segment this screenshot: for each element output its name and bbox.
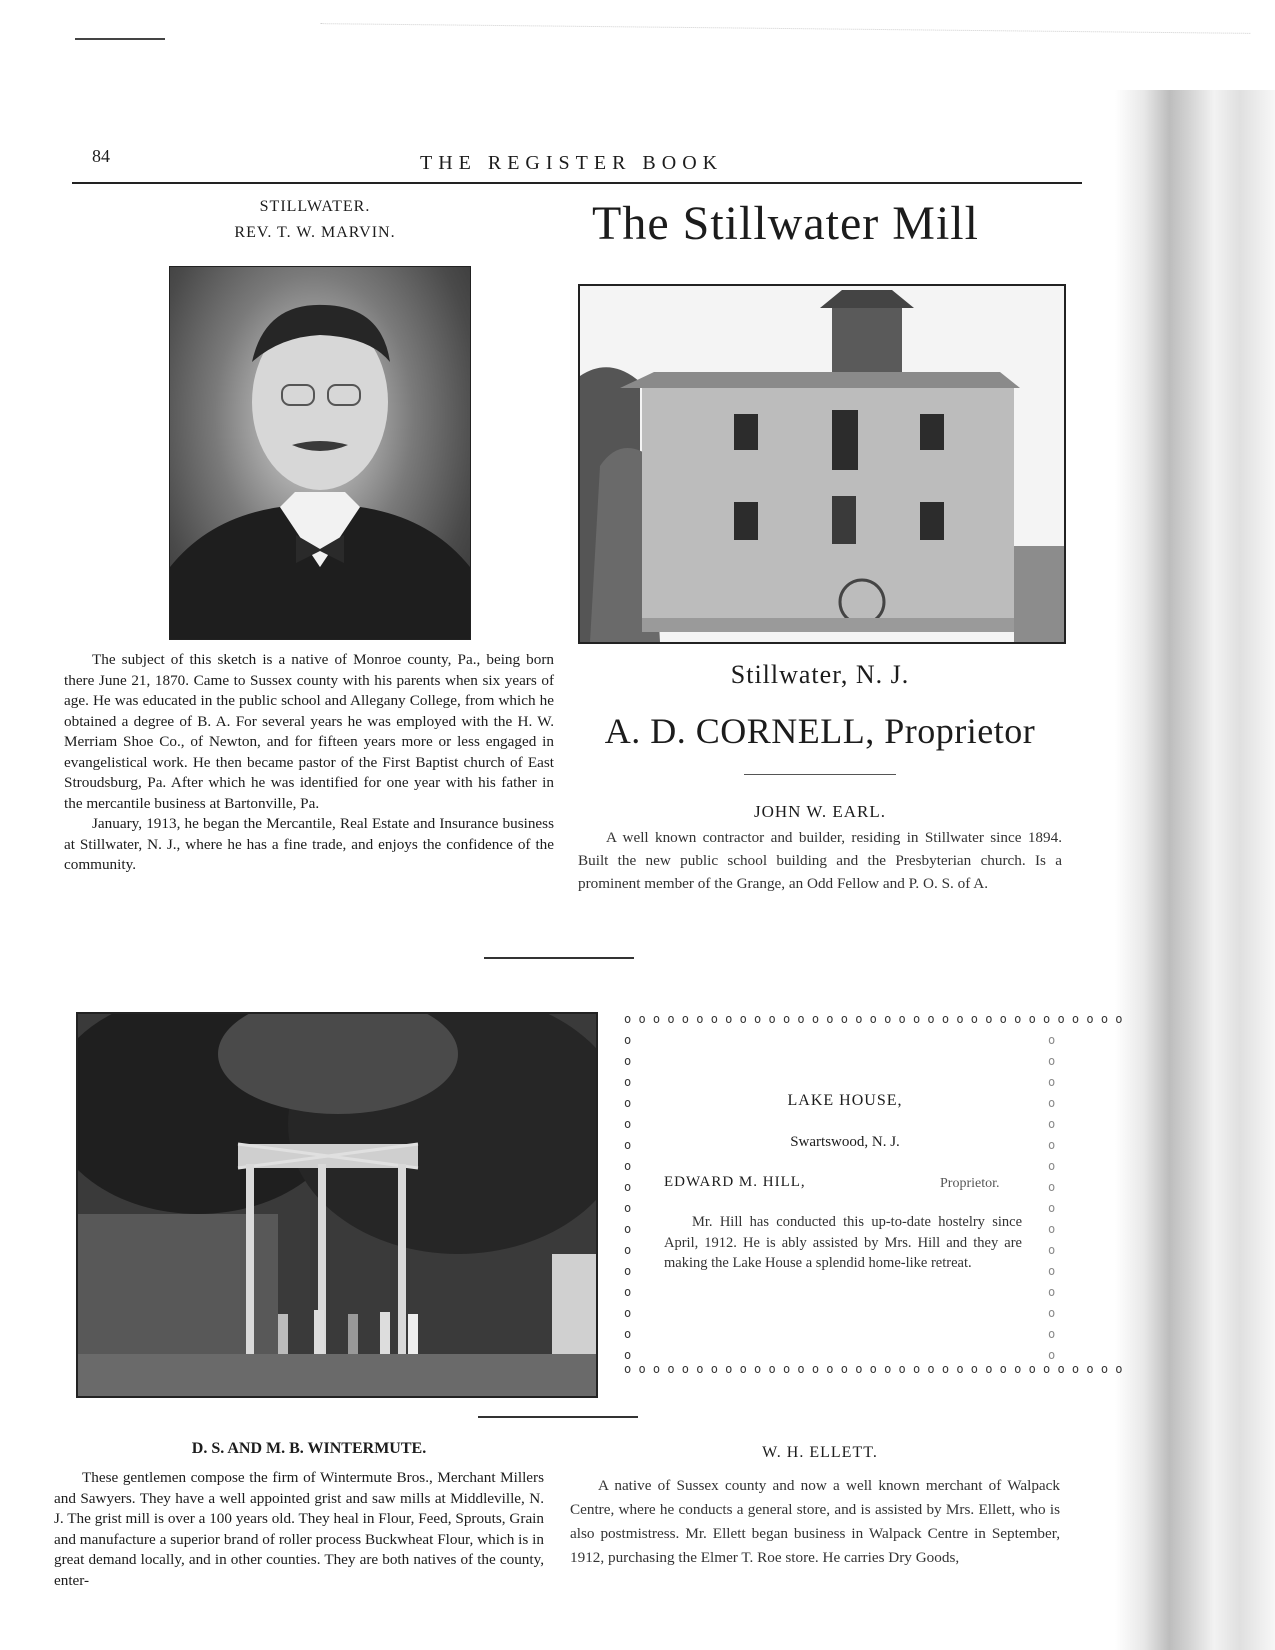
lake-house-owner: EDWARD M. HILL, <box>664 1174 806 1190</box>
header-rule <box>72 182 1082 184</box>
box-border-top <box>624 1012 1123 1026</box>
box-border-right: o o o o o o o o o o o o o o o o <box>1048 1033 1056 1362</box>
lake-house-location: Swartswood, N. J. <box>790 1134 900 1150</box>
box-border-left: o o o o o o o o o o o o o o o o <box>624 1033 632 1362</box>
earl-text: A well known contractor and builder, residing in Stillwater since 1894. Built the new public school building and the Presbyterian church. Is a prominent member of the Grange, an Odd Fellow and P. O. S. of A. <box>578 829 1062 892</box>
marvin-biography <box>64 650 554 876</box>
page-number: 84 <box>92 146 110 166</box>
wintermute-text: These gentlemen compose the firm of Wintermute Bros., Merchant Millers and Sawyers. They have a well appointed grist and saw mills at Middleville, N. J. The grist mill is over a 100 years old. They heal in Flour, Feed, Sprouts, Grain and manufacture a superior brand of roller process Buckwheat Flour, which is in great demand locally, and in other counties. They are both natives of the county, enter- <box>54 1469 544 1589</box>
scan-noise <box>320 23 1251 94</box>
wintermute-name: D. S. AND M. B. WINTERMUTE. <box>191 1440 427 1457</box>
running-head: THE REGISTER BOOK <box>420 152 724 174</box>
marvin-paragraph-2: January, 1913, he began the Mercantile, Real Estate and Insurance business at Stillwater, N. J., where he has a fine trade, and enjoys the confidence of the community. <box>64 815 554 873</box>
lake-house-photo <box>76 1012 598 1398</box>
lake-house-owner-role: Proprietor. <box>940 1176 1000 1191</box>
lake-house-illustration <box>78 1014 596 1396</box>
divider-rule <box>744 774 896 775</box>
section-divider-1 <box>484 957 634 959</box>
ellett-text: A native of Sussex county and now a well known merchant of Walpack Centre, where he conducts a general store, and is assisted by Mrs. Ellett, who is also postmistress. Mr. Ellett began business in Walpack Centre in September, 1912, purchasing the Elmer T. Roe store. He carries Dry Goods, <box>570 1477 1060 1566</box>
section-divider-2 <box>478 1416 638 1418</box>
mill-proprietor: A. D. CORNELL, Proprietor <box>604 711 1036 751</box>
marvin-name: REV. T. W. MARVIN. <box>234 224 396 241</box>
mill-title: The Stillwater Mill <box>592 197 979 250</box>
marvin-paragraph-1: The subject of this sketch is a native of Monroe county, Pa., being born there June 21, 1870. Came to Sussex county with his parents when six years of age. He was educated in the public school and Allegany College, from which he obtained a degree of B. A. For several years he was employed with the H. W. Merriam Shoe Co., of Newton, and for fifteen years more or less engaged in evangelistical work. He then became pastor of the First Baptist church of East Stroudsburg, Pa. After which he was identified for one year with his father in the mercantile business at Bartonville, Pa. <box>64 651 554 812</box>
marvin-place: STILLWATER. <box>259 198 371 215</box>
border-glyphs: o o o o o o o o o o o o o o o o o o o o o o o o o o o o o o o o o o o <box>624 1012 1123 1026</box>
lake-house-text: Mr. Hill has conducted this up-to-date hostelry since April, 1912. He is ably assisted by Mrs. Hill and they are making the Lake House a splendid home-like retreat. <box>664 1214 1022 1271</box>
border-glyphs: o o o o o o o o o o o o o o o o o o o o o o o o o o o o o o o o o o o <box>624 1362 1123 1376</box>
ellett-name: W. H. ELLETT. <box>762 1444 878 1461</box>
mill-photo <box>578 284 1066 644</box>
mill-location: Stillwater, N. J. <box>730 660 910 689</box>
earl-name: JOHN W. EARL. <box>753 802 886 821</box>
lake-house-name: LAKE HOUSE, <box>787 1092 903 1109</box>
mill-illustration <box>580 286 1064 642</box>
scan-mark <box>75 38 165 40</box>
portrait-marvin <box>169 266 471 640</box>
portrait-figure <box>170 267 470 639</box>
book-gutter-shadow <box>1115 90 1275 1650</box>
